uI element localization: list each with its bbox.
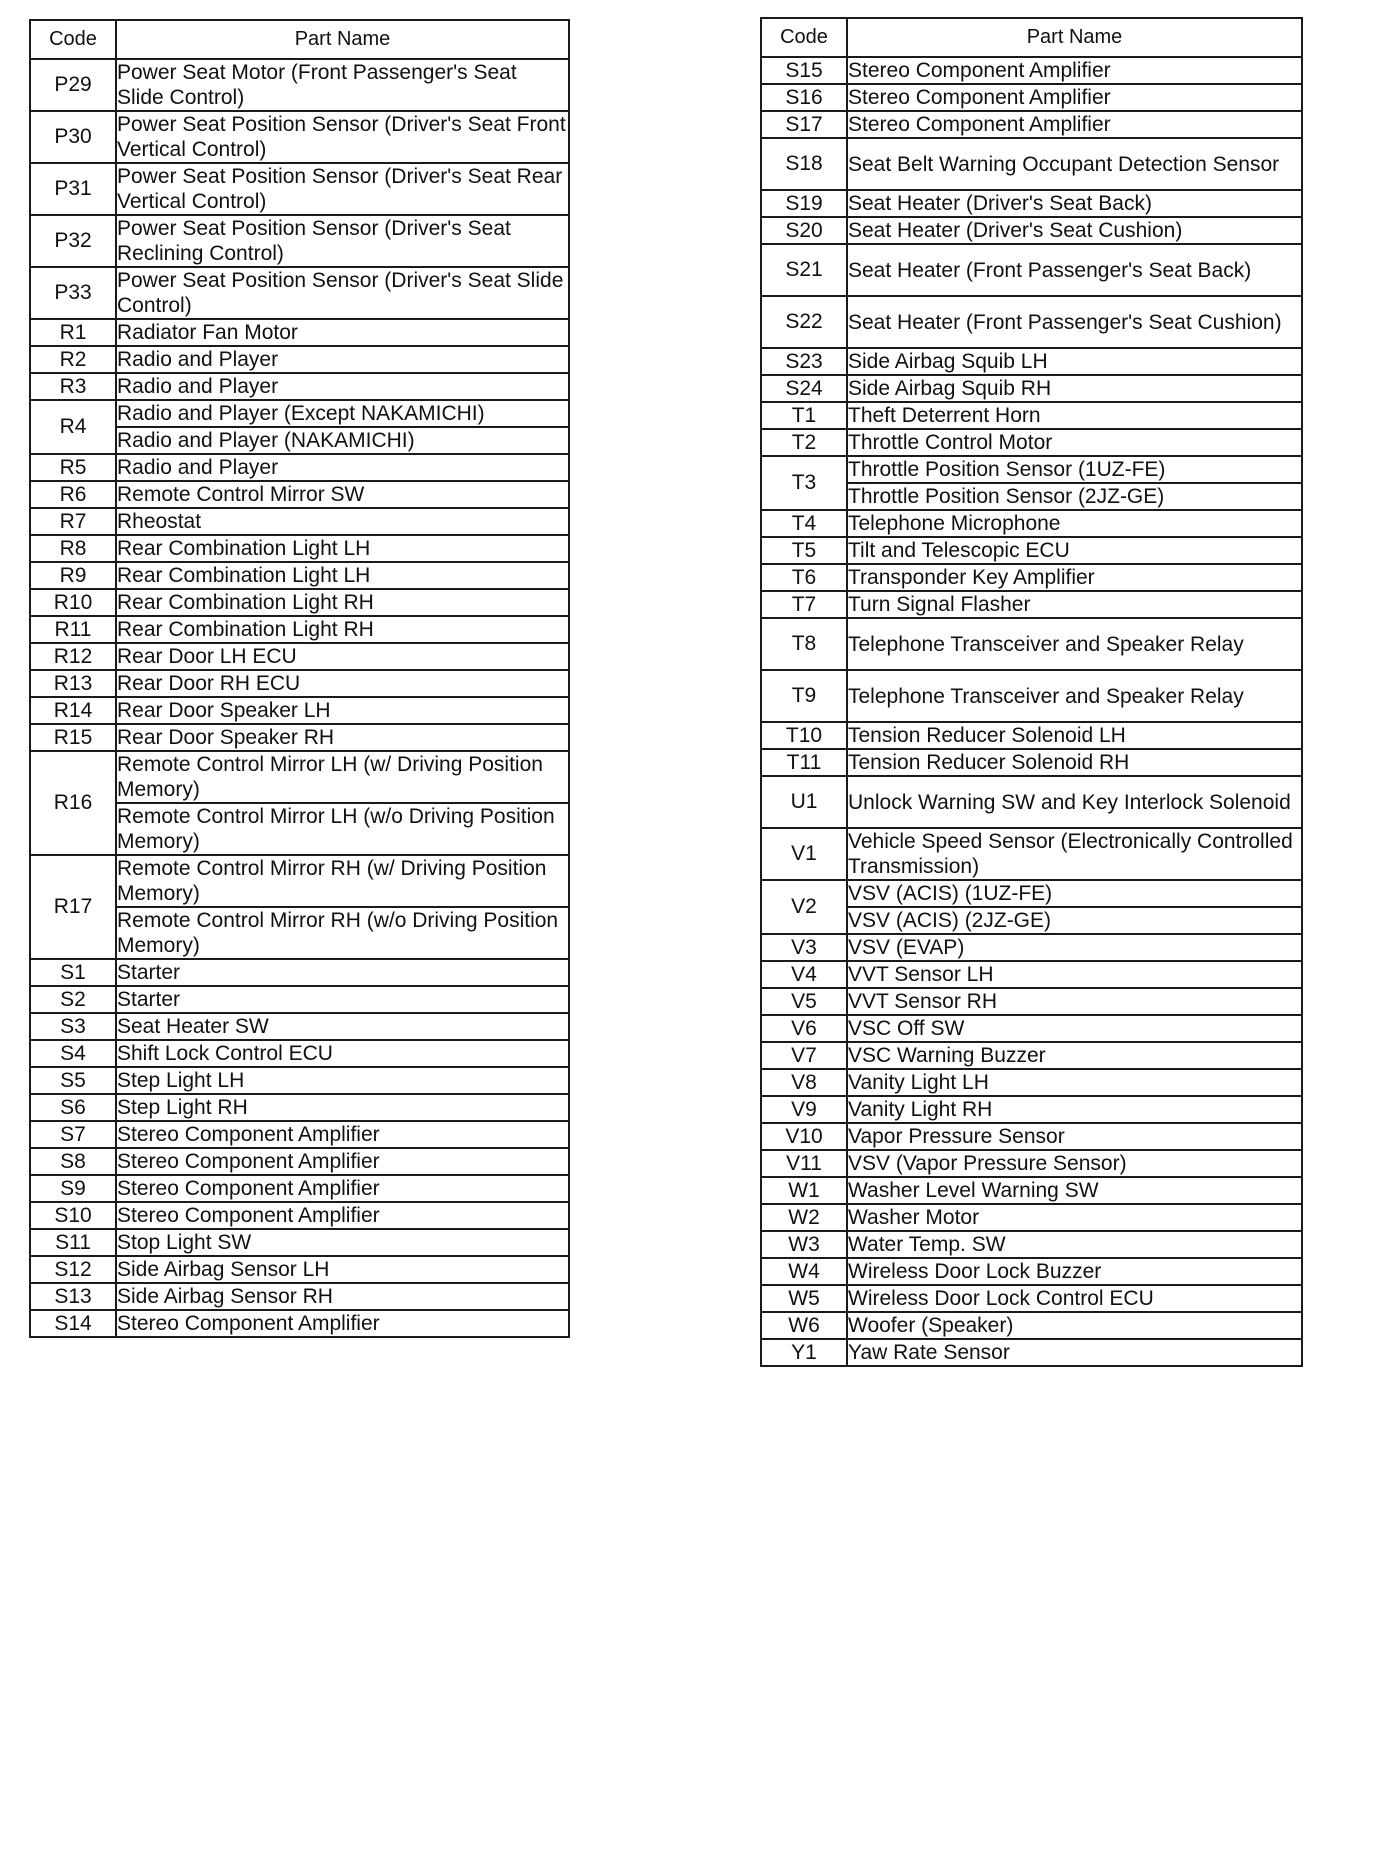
part-name: VSV (EVAP) <box>847 934 1302 961</box>
part-code: S23 <box>761 348 847 375</box>
table-row <box>761 1096 1302 1123</box>
table-row <box>761 1015 1302 1042</box>
part-code: S19 <box>761 190 847 217</box>
table-row <box>761 961 1302 988</box>
table-row <box>761 988 1302 1015</box>
table-row <box>30 589 569 616</box>
part-code: S12 <box>30 1256 116 1283</box>
part-code: T11 <box>761 749 847 776</box>
part-name: Seat Heater (Front Passenger's Seat Back) <box>847 244 1302 296</box>
parts-table-right <box>760 17 1303 1367</box>
table-row <box>761 749 1302 776</box>
part-name: Radio and Player <box>116 454 569 481</box>
part-name: Step Light RH <box>116 1094 569 1121</box>
part-name: Seat Heater (Driver's Seat Cushion) <box>847 217 1302 244</box>
part-name: Rear Door Speaker RH <box>116 724 569 751</box>
part-name: Seat Heater (Driver's Seat Back) <box>847 190 1302 217</box>
part-name: Tilt and Telescopic ECU <box>847 537 1302 564</box>
part-name: Vapor Pressure Sensor <box>847 1123 1302 1150</box>
header-row <box>30 20 569 59</box>
part-name: Power Seat Position Sensor (Driver's Seat Slide Control) <box>116 267 569 319</box>
part-name: Seat Heater SW <box>116 1013 569 1040</box>
table-row <box>30 724 569 751</box>
part-code: S14 <box>30 1310 116 1337</box>
part-name: Rear Combination Light LH <box>116 562 569 589</box>
table-row <box>761 670 1302 722</box>
table-row <box>30 373 569 400</box>
part-name: Radio and Player <box>116 346 569 373</box>
part-code: V2 <box>761 880 847 934</box>
part-code: R13 <box>30 670 116 697</box>
part-code: S7 <box>30 1121 116 1148</box>
table-row <box>761 1177 1302 1204</box>
table-row <box>30 697 569 724</box>
header-row <box>761 18 1302 57</box>
table-row <box>761 1150 1302 1177</box>
table-row <box>30 111 569 163</box>
table-row <box>30 1148 569 1175</box>
part-name: Remote Control Mirror LH (w/o Driving Position Memory) <box>116 803 569 855</box>
table-row <box>761 880 1302 907</box>
part-name: Throttle Position Sensor (1UZ-FE) <box>847 456 1302 483</box>
table-row <box>761 591 1302 618</box>
part-code: P31 <box>30 163 116 215</box>
part-code: P29 <box>30 59 116 111</box>
part-name: Seat Heater (Front Passenger's Seat Cushion) <box>847 296 1302 348</box>
part-code: R10 <box>30 589 116 616</box>
part-code: V6 <box>761 1015 847 1042</box>
part-code: S3 <box>30 1013 116 1040</box>
part-code: V8 <box>761 1069 847 1096</box>
part-name: Water Temp. SW <box>847 1231 1302 1258</box>
part-code: P32 <box>30 215 116 267</box>
part-code: T9 <box>761 670 847 722</box>
part-code: S6 <box>30 1094 116 1121</box>
table-row <box>30 508 569 535</box>
part-code: U1 <box>761 776 847 828</box>
table-row <box>30 1175 569 1202</box>
part-name: Yaw Rate Sensor <box>847 1339 1302 1366</box>
part-name: Tension Reducer Solenoid LH <box>847 722 1302 749</box>
part-code: V1 <box>761 828 847 880</box>
part-code: R15 <box>30 724 116 751</box>
part-name: Stereo Component Amplifier <box>116 1148 569 1175</box>
table-row <box>30 319 569 346</box>
table-row <box>761 138 1302 190</box>
part-name: Stereo Component Amplifier <box>116 1310 569 1337</box>
part-name: Rear Door LH ECU <box>116 643 569 670</box>
table-row <box>30 1310 569 1337</box>
part-name: Stereo Component Amplifier <box>847 57 1302 84</box>
part-code: R3 <box>30 373 116 400</box>
table-row <box>761 348 1302 375</box>
part-name: Tension Reducer Solenoid RH <box>847 749 1302 776</box>
part-code: V7 <box>761 1042 847 1069</box>
part-code: S10 <box>30 1202 116 1229</box>
part-name: Telephone Microphone <box>847 510 1302 537</box>
part-code: S9 <box>30 1175 116 1202</box>
part-name: Power Seat Position Sensor (Driver's Seat Front Vertical Control) <box>116 111 569 163</box>
part-code: S2 <box>30 986 116 1013</box>
part-name: Side Airbag Sensor LH <box>116 1256 569 1283</box>
table-row <box>30 616 569 643</box>
part-code: W6 <box>761 1312 847 1339</box>
part-name: Stereo Component Amplifier <box>116 1121 569 1148</box>
part-name: Washer Level Warning SW <box>847 1177 1302 1204</box>
part-code: V10 <box>761 1123 847 1150</box>
table-row <box>761 402 1302 429</box>
table-row <box>30 670 569 697</box>
part-name: Step Light LH <box>116 1067 569 1094</box>
part-name: Power Seat Position Sensor (Driver's Seat Rear Vertical Control) <box>116 163 569 215</box>
part-name: Side Airbag Squib LH <box>847 348 1302 375</box>
part-name: Radiator Fan Motor <box>116 319 569 346</box>
table-row <box>30 481 569 508</box>
part-name: Rear Combination Light LH <box>116 535 569 562</box>
table-row <box>761 776 1302 828</box>
part-code: S5 <box>30 1067 116 1094</box>
part-name: Stereo Component Amplifier <box>116 1202 569 1229</box>
table-row <box>761 375 1302 402</box>
part-name: Shift Lock Control ECU <box>116 1040 569 1067</box>
part-name: Wireless Door Lock Control ECU <box>847 1285 1302 1312</box>
table-row <box>30 1040 569 1067</box>
part-code: W4 <box>761 1258 847 1285</box>
part-name: Vehicle Speed Sensor (Electronically Controlled Transmission) <box>847 828 1302 880</box>
parts-table-left <box>29 19 570 1338</box>
table-row <box>30 986 569 1013</box>
part-code: R6 <box>30 481 116 508</box>
part-name: Turn Signal Flasher <box>847 591 1302 618</box>
table-row <box>761 1285 1302 1312</box>
table-row <box>761 57 1302 84</box>
part-code: T7 <box>761 591 847 618</box>
part-name: VVT Sensor LH <box>847 961 1302 988</box>
part-name: Telephone Transceiver and Speaker Relay <box>847 670 1302 722</box>
part-name: Unlock Warning SW and Key Interlock Solenoid <box>847 776 1302 828</box>
part-name: Vanity Light RH <box>847 1096 1302 1123</box>
part-code: S17 <box>761 111 847 138</box>
part-name: VSC Off SW <box>847 1015 1302 1042</box>
part-code: R16 <box>30 751 116 855</box>
part-code: T3 <box>761 456 847 510</box>
part-code: S13 <box>30 1283 116 1310</box>
part-name: VSV (ACIS) (2JZ-GE) <box>847 907 1302 934</box>
part-code: S20 <box>761 217 847 244</box>
table-row <box>761 429 1302 456</box>
part-name: Stop Light SW <box>116 1229 569 1256</box>
table-row <box>761 537 1302 564</box>
part-code: R17 <box>30 855 116 959</box>
table-row <box>761 934 1302 961</box>
part-code: S15 <box>761 57 847 84</box>
part-code: T4 <box>761 510 847 537</box>
part-name: Radio and Player <box>116 373 569 400</box>
part-name: Throttle Position Sensor (2JZ-GE) <box>847 483 1302 510</box>
table-row <box>30 1256 569 1283</box>
part-code: S16 <box>761 84 847 111</box>
table-row <box>30 1202 569 1229</box>
part-name: Throttle Control Motor <box>847 429 1302 456</box>
part-name: Remote Control Mirror RH (w/o Driving Position Memory) <box>116 907 569 959</box>
part-code: R4 <box>30 400 116 454</box>
table-row <box>30 855 569 907</box>
code-column-header: Code <box>761 18 847 57</box>
part-code: W5 <box>761 1285 847 1312</box>
part-code: T6 <box>761 564 847 591</box>
part-code: R14 <box>30 697 116 724</box>
part-name: Power Seat Motor (Front Passenger's Seat Slide Control) <box>116 59 569 111</box>
table-row <box>761 217 1302 244</box>
table-row <box>761 111 1302 138</box>
table-row <box>30 346 569 373</box>
part-name: Washer Motor <box>847 1204 1302 1231</box>
part-name: Stereo Component Amplifier <box>116 1175 569 1202</box>
part-name: Wireless Door Lock Buzzer <box>847 1258 1302 1285</box>
table-row <box>761 722 1302 749</box>
part-name: VSV (ACIS) (1UZ-FE) <box>847 880 1302 907</box>
part-name-column-header: Part Name <box>847 18 1302 57</box>
table-row <box>761 456 1302 483</box>
table-row <box>761 1258 1302 1285</box>
part-code: V5 <box>761 988 847 1015</box>
part-code: W2 <box>761 1204 847 1231</box>
part-name: Seat Belt Warning Occupant Detection Sensor <box>847 138 1302 190</box>
table-row <box>30 535 569 562</box>
part-code: T2 <box>761 429 847 456</box>
part-name: VSC Warning Buzzer <box>847 1042 1302 1069</box>
part-name: Radio and Player (Except NAKAMICHI) <box>116 400 569 427</box>
part-name: Rear Door RH ECU <box>116 670 569 697</box>
part-code: R9 <box>30 562 116 589</box>
part-name: Power Seat Position Sensor (Driver's Seat Reclining Control) <box>116 215 569 267</box>
part-code: R8 <box>30 535 116 562</box>
table-row <box>30 1121 569 1148</box>
table-row <box>761 1231 1302 1258</box>
table-row <box>761 1204 1302 1231</box>
part-code: S4 <box>30 1040 116 1067</box>
table-row <box>30 643 569 670</box>
part-name: Transponder Key Amplifier <box>847 564 1302 591</box>
part-code: V11 <box>761 1150 847 1177</box>
part-code: R1 <box>30 319 116 346</box>
table-row <box>30 1013 569 1040</box>
part-code: T5 <box>761 537 847 564</box>
part-name: VVT Sensor RH <box>847 988 1302 1015</box>
table-row <box>30 1094 569 1121</box>
part-name: Remote Control Mirror LH (w/ Driving Position Memory) <box>116 751 569 803</box>
part-name-column-header: Part Name <box>116 20 569 59</box>
part-code: P30 <box>30 111 116 163</box>
part-name: Vanity Light LH <box>847 1069 1302 1096</box>
part-name: Radio and Player (NAKAMICHI) <box>116 427 569 454</box>
table-row <box>761 244 1302 296</box>
part-code: R11 <box>30 616 116 643</box>
table-row <box>30 1229 569 1256</box>
part-code: R7 <box>30 508 116 535</box>
table-row <box>30 454 569 481</box>
code-column-header: Code <box>30 20 116 59</box>
table-row <box>761 828 1302 880</box>
part-code: S1 <box>30 959 116 986</box>
part-name: Remote Control Mirror SW <box>116 481 569 508</box>
table-row <box>761 296 1302 348</box>
part-code: T10 <box>761 722 847 749</box>
table-row <box>30 215 569 267</box>
table-row <box>30 163 569 215</box>
part-name: Rear Combination Light RH <box>116 616 569 643</box>
part-name: Telephone Transceiver and Speaker Relay <box>847 618 1302 670</box>
part-code: R2 <box>30 346 116 373</box>
part-code: V9 <box>761 1096 847 1123</box>
part-name: VSV (Vapor Pressure Sensor) <box>847 1150 1302 1177</box>
part-name: Rear Combination Light RH <box>116 589 569 616</box>
part-name: Starter <box>116 986 569 1013</box>
table-row <box>30 751 569 803</box>
table-row <box>30 267 569 319</box>
part-name: Remote Control Mirror RH (w/ Driving Position Memory) <box>116 855 569 907</box>
part-code: S22 <box>761 296 847 348</box>
table-row <box>761 1123 1302 1150</box>
part-code: S18 <box>761 138 847 190</box>
part-name: Side Airbag Squib RH <box>847 375 1302 402</box>
part-name: Rear Door Speaker LH <box>116 697 569 724</box>
part-code: R12 <box>30 643 116 670</box>
part-name: Stereo Component Amplifier <box>847 111 1302 138</box>
part-code: Y1 <box>761 1339 847 1366</box>
table-row <box>30 1283 569 1310</box>
table-row <box>761 1312 1302 1339</box>
table-row <box>761 1042 1302 1069</box>
part-code: W3 <box>761 1231 847 1258</box>
part-code: T1 <box>761 402 847 429</box>
table-row <box>30 1067 569 1094</box>
part-name: Rheostat <box>116 508 569 535</box>
table-row <box>761 84 1302 111</box>
table-row <box>30 59 569 111</box>
part-name: Theft Deterrent Horn <box>847 402 1302 429</box>
part-code: S11 <box>30 1229 116 1256</box>
part-code: P33 <box>30 267 116 319</box>
part-name: Stereo Component Amplifier <box>847 84 1302 111</box>
part-name: Side Airbag Sensor RH <box>116 1283 569 1310</box>
part-code: V3 <box>761 934 847 961</box>
table-row <box>30 959 569 986</box>
part-name: Woofer (Speaker) <box>847 1312 1302 1339</box>
table-row <box>761 190 1302 217</box>
table-row <box>30 562 569 589</box>
part-name: Starter <box>116 959 569 986</box>
table-row <box>761 564 1302 591</box>
table-row <box>761 1339 1302 1366</box>
table-row <box>761 618 1302 670</box>
table-row <box>761 510 1302 537</box>
table-row <box>30 400 569 427</box>
part-code: T8 <box>761 618 847 670</box>
table-row <box>761 1069 1302 1096</box>
part-code: R5 <box>30 454 116 481</box>
part-code: S21 <box>761 244 847 296</box>
part-code: V4 <box>761 961 847 988</box>
part-code: S8 <box>30 1148 116 1175</box>
part-code: W1 <box>761 1177 847 1204</box>
part-code: S24 <box>761 375 847 402</box>
